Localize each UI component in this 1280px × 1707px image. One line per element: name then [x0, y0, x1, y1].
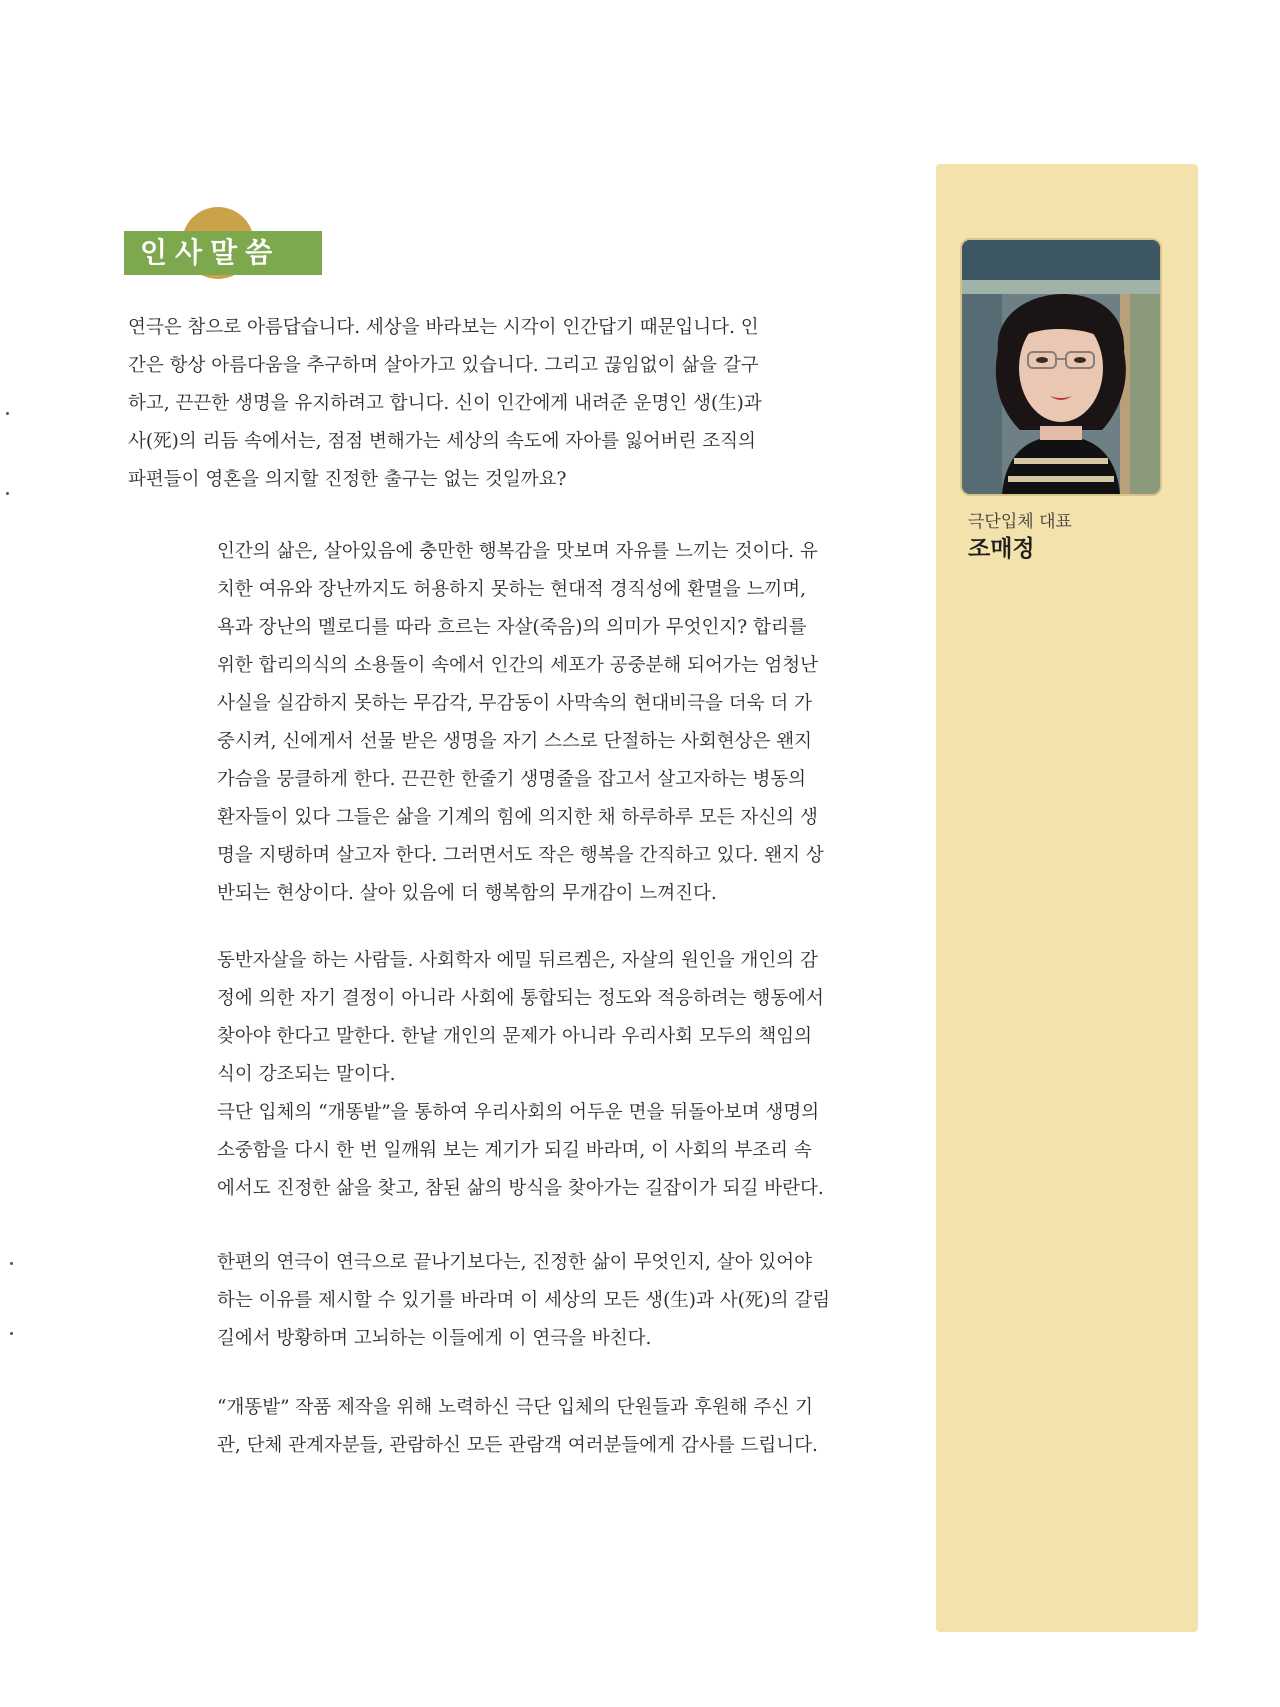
text-line: 에서도 진정한 삶을 찾고, 참된 삶의 방식을 찾아가는 길잡이가 되길 바란다. [217, 1178, 824, 1199]
profile-name: 조매정 [968, 536, 1035, 562]
text-line: 하고, 끈끈한 생명을 유지하려고 합니다. 신이 인간에게 내려준 운명인 생(生)과 [128, 393, 762, 414]
text-line: 사(死)의 리듬 속에서는, 점점 변해가는 세상의 속도에 자아를 잃어버린 조직의 [128, 431, 756, 452]
text-line: 극단 입체의 “개똥밭”을 통하여 우리사회의 어두운 면을 뒤돌아보며 생명의 [217, 1102, 820, 1123]
text-line: 동반자살을 하는 사람들. 사회학자 에밀 뒤르켐은, 자살의 원인을 개인의 감 [217, 950, 818, 971]
portrait-illustration [962, 240, 1160, 494]
text-line: 치한 여유와 장난까지도 허용하지 못하는 현대적 경직성에 환멸을 느끼며, [217, 579, 807, 600]
body-paragraph-2 [217, 942, 824, 1208]
text-line: 환자들이 있다 그들은 삶을 기계의 힘에 의지한 채 하루하루 모든 자신의 생 [217, 807, 818, 828]
text-line: 가슴을 뭉클하게 한다. 끈끈한 한줄기 생명줄을 잡고서 살고자하는 병동의 [217, 769, 807, 790]
text-line: 명을 지탱하며 살고자 한다. 그러면서도 작은 행복을 간직하고 있다. 왠지 상 [217, 845, 824, 866]
body-paragraph-3 [217, 1244, 830, 1358]
scan-mark [10, 1262, 13, 1265]
text-line: 한편의 연극이 연극으로 끝나기보다는, 진정한 삶이 무엇인지, 살아 있어야 [217, 1252, 812, 1273]
text-line: 인간의 삶은, 살아있음에 충만한 행복감을 맛보며 자유를 느끼는 것이다. 유 [217, 541, 818, 562]
text-line: 사실을 실감하지 못하는 무감각, 무감동이 사막속의 현대비극을 더욱 더 가 [217, 693, 812, 714]
text-line: 욕과 장난의 멜로디를 따라 흐르는 자살(죽음)의 의미가 무엇인지? 합리를 [217, 617, 807, 638]
scan-mark [6, 412, 9, 415]
scan-mark [10, 1332, 13, 1335]
text-line: 관, 단체 관계자분들, 관람하신 모든 관람객 여러분들에게 감사를 드립니다. [217, 1435, 818, 1456]
text-line: 길에서 방황하며 고뇌하는 이들에게 이 연극을 바친다. [217, 1328, 652, 1349]
text-line: 정에 의한 자기 결정이 아니라 사회에 통합되는 정도와 적응하려는 행동에서 [217, 988, 824, 1009]
section-heading: 인사말씀 [124, 231, 322, 275]
body-paragraph-4 [217, 1389, 818, 1465]
text-line: 연극은 참으로 아름답습니다. 세상을 바라보는 시각이 인간답기 때문입니다. 인 [128, 317, 759, 338]
intro-paragraph [128, 309, 762, 499]
scan-mark [6, 492, 9, 495]
text-line: 위한 합리의식의 소용돌이 속에서 인간의 세포가 공중분해 되어가는 엄청난 [217, 655, 819, 676]
text-line: 소중함을 다시 한 번 일깨워 보는 계기가 되길 바라며, 이 사회의 부조리 속 [217, 1140, 812, 1161]
text-line: 찾아야 한다고 말한다. 한낱 개인의 문제가 아니라 우리사회 모두의 책임의 [217, 1026, 812, 1047]
text-line: 식이 강조되는 말이다. [217, 1064, 396, 1085]
text-line: “개똥밭” 작품 제작을 위해 노력하신 극단 입체의 단원들과 후원해 주신 기 [217, 1397, 813, 1418]
text-line: 파편들이 영혼을 의지할 진정한 출구는 없는 것일까요? [128, 469, 567, 490]
profile-role: 극단입체 대표 [968, 512, 1072, 532]
text-line: 하는 이유를 제시할 수 있기를 바라며 이 세상의 모든 생(生)과 사(死)의 갈림 [217, 1290, 831, 1311]
profile-photo [962, 240, 1160, 494]
body-paragraph-1 [217, 533, 824, 913]
text-line: 반되는 현상이다. 살아 있음에 더 행복함의 무개감이 느껴진다. [217, 883, 717, 904]
text-line: 간은 항상 아름다움을 추구하며 살아가고 있습니다. 그리고 끊임없이 삶을 갈구 [128, 355, 759, 376]
text-line: 중시켜, 신에게서 선물 받은 생명을 자기 스스로 단절하는 사회현상은 왠지 [217, 731, 812, 752]
